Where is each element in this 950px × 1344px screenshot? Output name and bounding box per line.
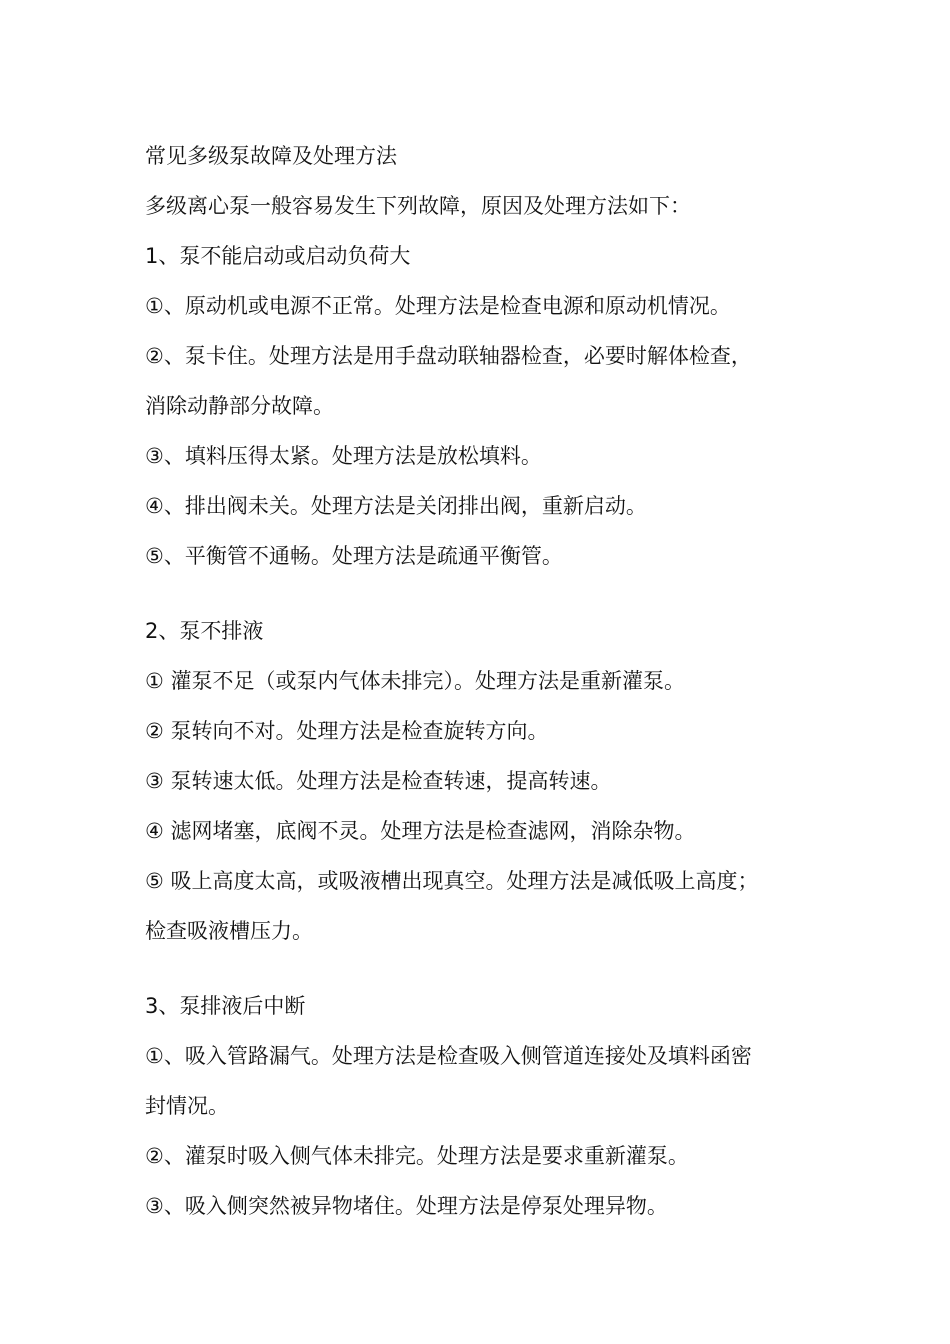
section-heading: 3、泵排液后中断 bbox=[145, 994, 306, 1018]
document-intro: 多级离心泵一般容易发生下列故障，原因及处理方法如下： bbox=[145, 194, 691, 218]
section-spacer bbox=[145, 956, 825, 981]
section-line: ①、吸入管路漏气。处理方法是检查吸入侧管道连接处及填料函密 bbox=[145, 1044, 752, 1068]
section-line: ④ 滤网堵塞，底阀不灵。处理方法是检查滤网，消除杂物。 bbox=[145, 819, 696, 843]
section-line: ③ 泵转速太低。处理方法是检查转速，提高转速。 bbox=[145, 769, 612, 793]
section-heading: 2、泵不排液 bbox=[145, 619, 264, 643]
section-line: ③、填料压得太紧。处理方法是放松填料。 bbox=[145, 444, 542, 468]
section-line: ②、泵卡住。处理方法是用手盘动联轴器检查，必要时解体检查， bbox=[145, 344, 752, 368]
section-heading: 1、泵不能启动或启动负荷大 bbox=[145, 244, 411, 268]
section-line: 检查吸液槽压力。 bbox=[145, 919, 313, 943]
section-2 bbox=[145, 606, 825, 956]
section-line: 消除动静部分故障。 bbox=[145, 394, 334, 418]
section-spacer bbox=[145, 581, 825, 606]
section-line: ① 灌泵不足（或泵内气体未排完）。处理方法是重新灌泵。 bbox=[145, 669, 685, 693]
section-1 bbox=[145, 231, 825, 581]
section-line: ②、灌泵时吸入侧气体未排完。处理方法是要求重新灌泵。 bbox=[145, 1144, 689, 1168]
document-page bbox=[145, 131, 825, 1231]
section-line: ①、原动机或电源不正常。处理方法是检查电源和原动机情况。 bbox=[145, 294, 731, 318]
section-line: ② 泵转向不对。处理方法是检查旋转方向。 bbox=[145, 719, 549, 743]
section-line: ④、排出阀未关。处理方法是关闭排出阀，重新启动。 bbox=[145, 494, 647, 518]
section-line: ③、吸入侧突然被异物堵住。处理方法是停泵处理异物。 bbox=[145, 1194, 668, 1218]
section-line: 封情况。 bbox=[145, 1094, 229, 1118]
document-title: 常见多级泵故障及处理方法 bbox=[145, 144, 397, 168]
section-3 bbox=[145, 981, 825, 1231]
section-line: ⑤、平衡管不通畅。处理方法是疏通平衡管。 bbox=[145, 544, 563, 568]
section-line: ⑤ 吸上高度太高，或吸液槽出现真空。处理方法是减低吸上高度； bbox=[145, 869, 759, 893]
